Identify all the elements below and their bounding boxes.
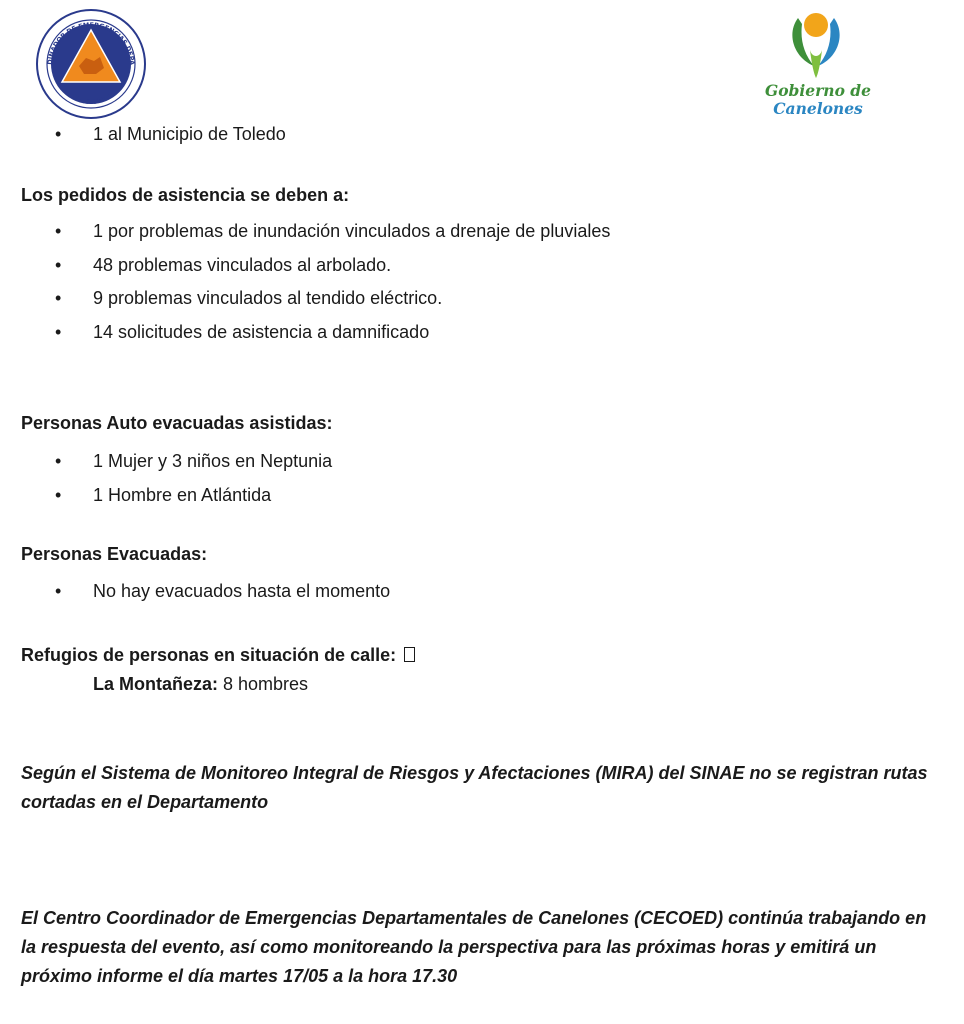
auto-evacuadas-section xyxy=(21,412,332,434)
gobierno-canelones-logo xyxy=(762,10,874,122)
auto-evacuadas-heading: Personas Auto evacuadas asistidas: xyxy=(21,413,333,433)
evacuadas-list xyxy=(21,580,390,614)
asistencia-heading: Los pedidos de asistencia se deben a: xyxy=(21,185,350,205)
refugios-section xyxy=(21,644,415,695)
list-item: • 14 solicitudes de asistencia a damnificado xyxy=(21,321,610,355)
checkbox-glyph-icon xyxy=(404,647,415,662)
gobierno-logo-line1: Gobierno de xyxy=(764,81,872,100)
refugios-heading: Refugios de personas en situación de calle: xyxy=(21,645,397,665)
evacuadas-heading: Personas Evacuadas: xyxy=(21,544,208,564)
asistencia-list xyxy=(21,220,610,354)
list-item: • 9 problemas vinculados al tendido eléctrico. xyxy=(21,287,610,321)
cecoed-paragraph: El Centro Coordinador de Emergencias Departamentales de Canelones (CECOED) continúa trabajando en la respuesta del evento, así como monitoreando la perspectiva para las próximas horas y emitirá un próximo informe el día martes 17/05 a la hora 17.30 xyxy=(21,908,927,986)
list-item: • 1 Hombre en Atlántida xyxy=(21,484,332,518)
refugios-heading-line xyxy=(21,644,415,666)
cecoed-seal-logo xyxy=(34,8,148,120)
refugio-place: La Montañeza: xyxy=(93,674,219,694)
auto-evacuadas-list xyxy=(21,450,332,517)
evacuadas-section xyxy=(21,543,207,565)
list-item: • 1 Mujer y 3 niños en Neptunia xyxy=(21,450,332,484)
list-item: • No hay evacuados hasta el momento xyxy=(21,580,390,614)
list-item: • 1 al Municipio de Toledo xyxy=(21,123,286,157)
mira-section xyxy=(21,759,936,817)
list-item: • 48 problemas vinculados al arbolado. xyxy=(21,254,610,288)
cecoed-section xyxy=(21,904,936,991)
list-item: • 1 por problemas de inundación vinculados a drenaje de pluviales xyxy=(21,220,610,254)
asistencia-section xyxy=(21,184,349,206)
refugio-entry xyxy=(21,673,415,695)
mira-paragraph: Según el Sistema de Monitoreo Integral de Riesgos y Afectaciones (MIRA) del SINAE no se registran rutas cortadas en el Departamento xyxy=(21,763,928,812)
seal-ring-text-top: DINADOR DE EMERGENCIAS DEPA xyxy=(45,20,137,66)
top-list-block xyxy=(21,123,286,157)
seal-ring-text-bottom: CANELONES xyxy=(69,92,113,106)
gobierno-figure-icon xyxy=(788,10,844,80)
refugio-detail: 8 hombres xyxy=(218,674,309,694)
gobierno-logo-line2: Canelones xyxy=(773,99,863,118)
